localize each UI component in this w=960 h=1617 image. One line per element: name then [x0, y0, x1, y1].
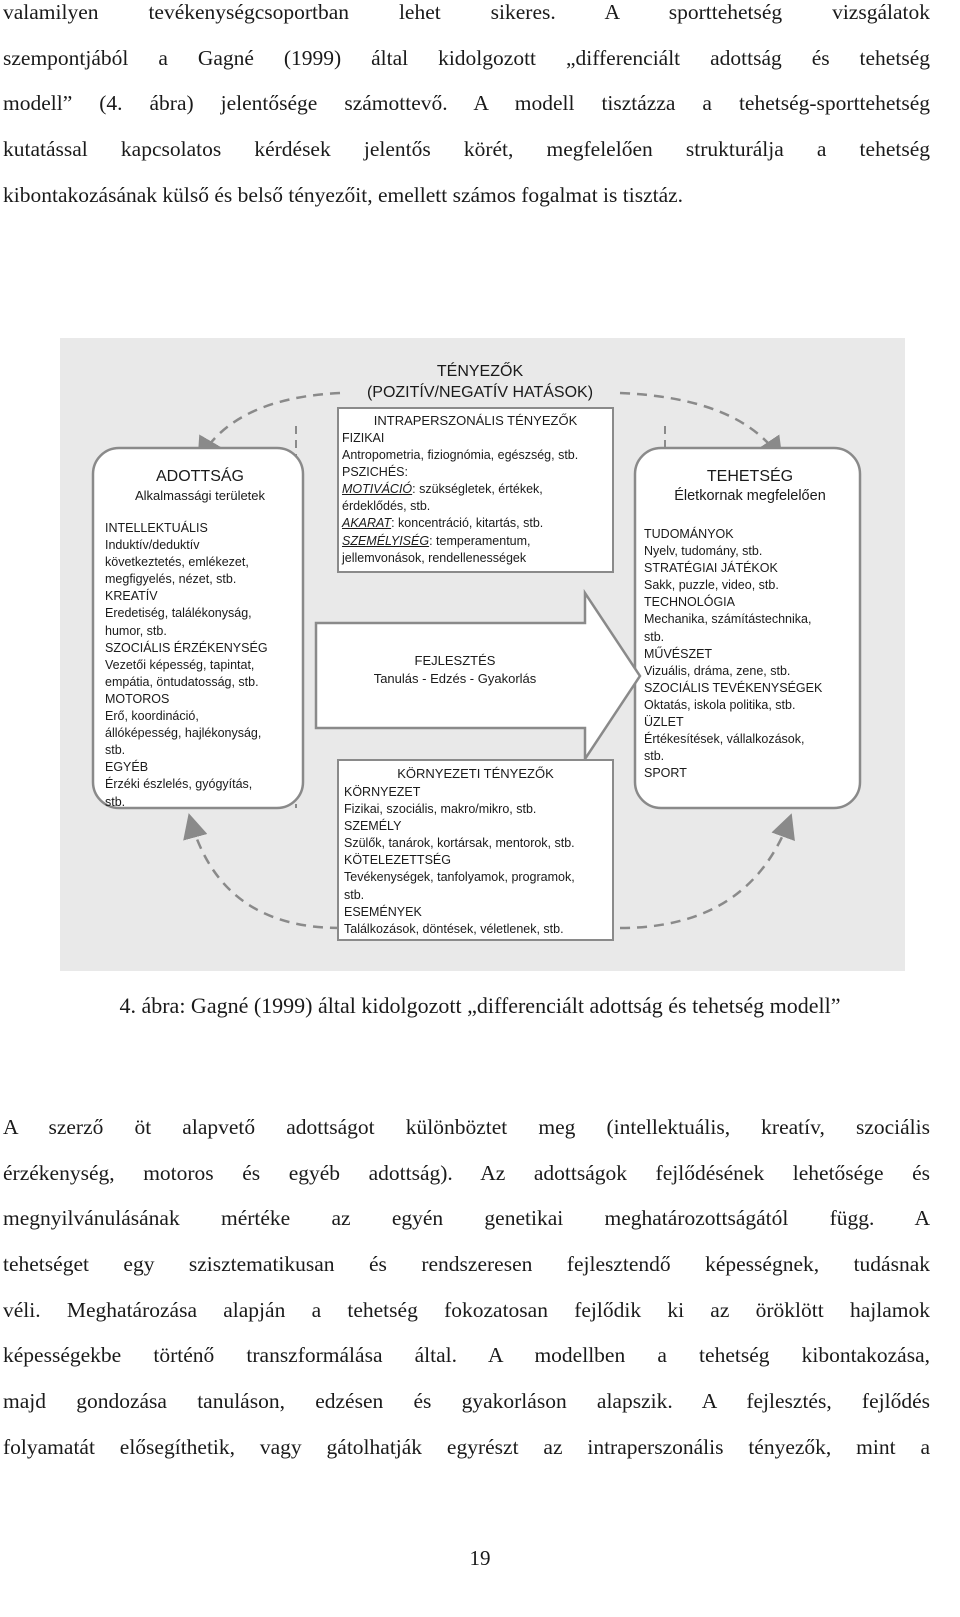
factors-title: TÉNYEZŐK [436, 363, 524, 380]
intra-line [342, 515, 610, 532]
text-line: szempontjából a Gagné (1999) által kidolgozott „differenciált adottság és tehetség [3, 45, 930, 70]
page-number: 19 [469, 1546, 491, 1570]
tehetseg-line: SPORT [644, 766, 687, 781]
body-paragraph [3, 1105, 930, 1471]
tehetseg-line: TECHNOLÓGIA [644, 595, 735, 610]
adottsag-line: megfigyelés, nézet, stb. [105, 572, 237, 587]
motivacio-text: : szükségletek, értékek, [412, 482, 543, 497]
text-line: kutatással kapcsolatos kérdések jelentős körét, megfelelően strukturálja a tehetség [3, 137, 930, 162]
adottsag-line: stb. [105, 743, 126, 758]
kornyezeti-line: stb. [344, 887, 365, 902]
tehetseg-line: Sakk, puzzle, video, stb. [644, 578, 779, 593]
text-line: kibontakozásának külső és belső tényezőit, emellett számos fogalmat is tisztáz. [3, 182, 684, 207]
kornyezeti-line: SZEMÉLY [344, 819, 402, 834]
tehetseg-line: stb. [644, 629, 665, 644]
gagne-model-figure [60, 338, 905, 971]
fejlesztes-subtitle: Tanulás - Edzés - Gyakorlás [373, 671, 537, 686]
text-line: tehetséget egy szisztematikusan és rendszeresen fejlesztendő képességnek, tudásnak [3, 1252, 930, 1277]
text-line: érzékenység, motoros és egyéb adottság). Az adottságok fejlődésének lehetősége és [3, 1160, 930, 1185]
factors-subtitle: (POZITÍV/NEGATÍV HATÁSOK) [366, 384, 594, 401]
tehetseg-line: ÜZLET [644, 715, 684, 730]
tehetseg-title: TEHETSÉG [706, 468, 794, 485]
text-line: folyamatát elősegíthetik, vagy gátolhatják egyrészt az intraperszonális tényezők, mint a [3, 1434, 930, 1459]
adottsag-line: KREATÍV [105, 589, 158, 604]
text-line: képességekbe történő transzformálása által. A modellben a tehetség kibontakozása, [3, 1343, 930, 1368]
tehetseg-line: SZOCIÁLIS TEVÉKENYSÉGEK [644, 680, 823, 695]
adottsag-line: Eredetiség, találékonyság, [105, 606, 252, 621]
adottsag-line: Erő, koordináció, [105, 709, 199, 724]
kornyezeti-line: Találkozások, döntések, véletlenek, stb. [344, 921, 564, 936]
dashed-loop-right-bottom [620, 818, 790, 928]
tehetseg-line: TUDOMÁNYOK [644, 527, 734, 541]
kornyezeti-line: ESEMÉNYEK [344, 904, 422, 919]
tehetseg-line: Vizuális, dráma, zene, stb. [644, 663, 791, 678]
tehetseg-line: Nyelv, tudomány, stb. [644, 544, 763, 559]
tehetseg-line: stb. [644, 749, 665, 764]
adottsag-title: ADOTTSÁG [155, 468, 244, 485]
tehetseg-line: STRATÉGIAI JÁTÉKOK [644, 561, 778, 576]
intra-line [342, 481, 610, 498]
adottsag-line: humor, stb. [105, 623, 167, 638]
adottsag-line: EGYÉB [105, 760, 149, 775]
tehetseg-line: Értékesítések, vállalkozások, [644, 732, 805, 747]
intra-content [342, 430, 610, 567]
tehetseg-line: Mechanika, számítástechnika, [644, 612, 812, 627]
adottsag-line: INTELLEKTUÁLIS [105, 521, 208, 535]
adottsag-line: Vezetői képesség, tapintat, [105, 657, 255, 672]
akarat-label: AKARAT [342, 516, 392, 531]
adottsag-line: stb. [105, 794, 126, 809]
tehetseg-subtitle: Életkornak megfelelően [674, 488, 826, 504]
adottsag-line: SZOCIÁLIS ÉRZÉKENYSÉG [105, 640, 268, 655]
kornyezeti-line: Szülők, tanárok, kortársak, mentorok, stb. [344, 836, 575, 851]
intra-line: PSZICHÉS: [342, 465, 408, 480]
adottsag-content [105, 520, 300, 811]
intra-line [342, 533, 610, 550]
adottsag-subtitle: Alkalmassági területek [134, 488, 266, 503]
motivacio-label: MOTIVÁCIÓ [342, 482, 413, 497]
intra-title: INTRAPERSZONÁLIS TÉNYEZŐK [373, 413, 578, 428]
kornyezeti-title: KÖRNYEZETI TÉNYEZŐK [397, 766, 554, 781]
kornyezeti-line: KÖTELEZETTSÉG [344, 853, 451, 868]
text-line: véli. Meghatározása alapján a tehetség fokozatosan fejlődik ki az öröklött hajlamok [3, 1297, 930, 1322]
text-line: valamilyen tevékenységcsoportban lehet sikeres. A sporttehetség vizsgálatok [3, 0, 930, 24]
text-line: A szerző öt alapvető adottságot különböztet meg (intellektuális, kreatív, szociális [3, 1115, 930, 1139]
tehetseg-line: Oktatás, iskola politika, stb. [644, 697, 796, 712]
intra-line: érdeklődés, stb. [342, 499, 431, 514]
kornyezeti-line: KÖRNYEZET [344, 785, 421, 799]
szemelyiseg-text: : temperamentum, [429, 533, 531, 548]
kornyezeti-content [344, 784, 610, 938]
kornyezeti-line: Tevékenységek, tanfolyamok, programok, [344, 870, 575, 885]
adottsag-line: Induktív/deduktív [105, 538, 200, 553]
dashed-loop-left-bottom [190, 818, 340, 928]
intro-paragraph [3, 0, 930, 218]
figure-caption: 4. ábra: Gagné (1999) által kidolgozott „differenciált adottság és tehetség modell” [119, 993, 841, 1018]
intra-line: jellemvonások, rendellenességek [342, 550, 527, 565]
adottsag-line: következtetés, emlékezet, [105, 555, 249, 570]
adottsag-line: állóképesség, hajlékonyság, [105, 726, 262, 741]
kornyezeti-line: Fizikai, szociális, makro/mikro, stb. [344, 802, 537, 817]
tehetseg-line: MŰVÉSZET [644, 646, 713, 661]
adottsag-line: empátia, öntudatosság, stb. [105, 674, 259, 689]
akarat-text: : koncentráció, kitartás, stb. [391, 516, 544, 531]
tehetseg-content [644, 526, 854, 782]
adottsag-line: MOTOROS [105, 691, 170, 706]
text-line: megnyilvánulásának mértéke az egyén genetikai meghatározottságától függ. A [3, 1206, 930, 1231]
text-line: modell” (4. ábra) jelentősége számottevő. A modell tisztázza a tehetség-sporttehetség [3, 91, 930, 116]
fejlesztes-title: FEJLESZTÉS [414, 653, 496, 668]
intra-line: Antropometria, fiziognómia, egészség, stb. [342, 448, 579, 463]
text-line: majd gondozása tanuláson, edzésen és gyakorláson alapszik. A fejlesztés, fejlődés [3, 1389, 930, 1414]
intra-line: FIZIKAI [342, 431, 385, 445]
szemelyiseg-label: SZEMÉLYISÉG [342, 533, 430, 548]
adottsag-line: Érzéki észlelés, gyógyítás, [105, 777, 253, 792]
